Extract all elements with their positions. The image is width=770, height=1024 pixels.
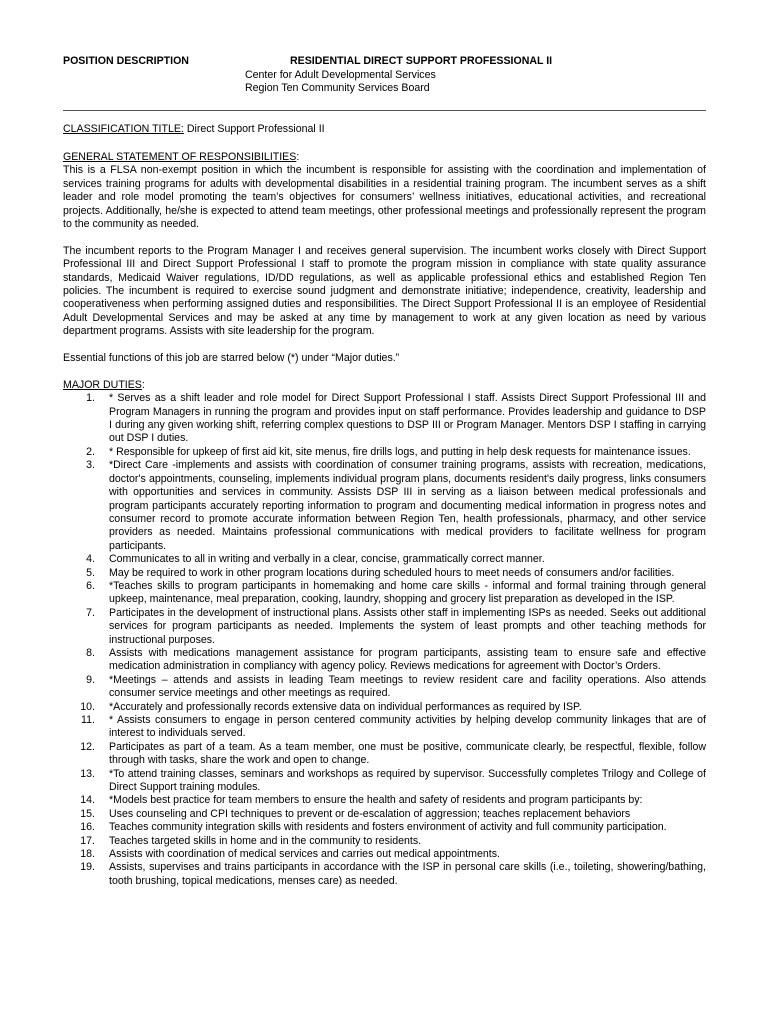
- duty-text: *Direct Care -implements and assists with coordination of consumer training programs, assists with recreation, medications, doctor's appointments, counseling, implements individual program plans, documents resident's daily progress, links consumers with opportunities and services in community. Assists DSP III in serving as a liaison between medical professionals and program participants accurately reporting information to program and documenting medical information in progress notes and consumer record to promote accurate information between Region Ten, health professionals, pharmacy, and other service providers as needed. Maintains professional communications with medical providers to facilitate wellness for program participants.: [109, 459, 706, 552]
- duty-text: * Assists consumers to engage in person centered community activities by helping develop community linkages that are of interest to individuals served.: [109, 714, 706, 740]
- duty-number: 6.: [86, 579, 95, 592]
- duty-item: [63, 768, 706, 795]
- classification-label: CLASSIFICATION TITLE:: [63, 123, 184, 135]
- essential-functions-note: Essential functions of this job are starred below (*) under “Major duties.”: [63, 352, 400, 365]
- duty-number: 16.: [80, 821, 95, 834]
- duty-text: *To attend training classes, seminars and workshops as required by supervisor. Successfully completes Trilogy and College of Direct Support training modules.: [109, 767, 706, 794]
- duty-item: [63, 848, 706, 861]
- document-page: [63, 55, 706, 887]
- document-header: [63, 55, 706, 101]
- duty-number: 9.: [86, 673, 95, 686]
- department-name: Center for Adult Developmental Services: [245, 68, 436, 81]
- duty-number: 19.: [80, 861, 95, 874]
- duty-number: 11.: [81, 714, 95, 727]
- duty-item: [63, 567, 706, 580]
- major-duties-list: [63, 392, 706, 888]
- duty-number: 4.: [86, 553, 95, 566]
- duty-text: Participates as part of a team. As a team member, one must be positive, communicate clearly, be respectful, flexible, follow through with tasks, share the work and open to change.: [109, 740, 706, 767]
- document-title: RESIDENTIAL DIRECT SUPPORT PROFESSIONAL II: [290, 55, 553, 67]
- duty-text: *Teaches skills to program participants in homemaking and home care skills - informal and formal training through general upkeep, maintenance, meal preparation, cooking, laundry, shopping and grocery list preparation as developed in the ISP.: [109, 579, 706, 606]
- major-duties-heading-text: MAJOR DUTIES: [63, 378, 142, 391]
- duty-number: 3.: [86, 459, 95, 472]
- duty-item: [63, 446, 706, 459]
- duty-number: 17.: [80, 834, 95, 847]
- duty-number: 8.: [86, 646, 95, 659]
- duty-text: Assists with medications management assistance for program participants, assisting team to ensure safe and effective medication administration in compliancy with agency policy. Reviews medications for agreement with Doctor’s Orders.: [109, 646, 706, 673]
- duty-item: [63, 580, 706, 607]
- duty-item: [63, 861, 706, 888]
- duty-item: [63, 607, 706, 647]
- general-paragraph-1: This is a FLSA non-exempt position in which the incumbent is responsible for assisting with the coordination and implementation of services training programs for adults with developmental disabilities in a residential training program. The incumbent serves as a shift leader and role model promoting the team’s objectives for consumers’ wellness initiatives, educational activities, and recreational projects. Additionally, he/she is expected to attend team meetings, other professional meetings and professionally represent the program to the community as needed.: [63, 164, 706, 231]
- document-body: [63, 151, 706, 888]
- duty-item: [63, 392, 706, 446]
- duty-text: * Serves as a shift leader and role model for Direct Support Professional I staff. Assists Direct Support Professional III and Program Managers in running the program and provides input on staff performance. Provides leadership and guidance to DSP I during any given working shift, referring complex questions to DSP III or Program Manager. Mentors DSP I staffing in carrying out DSP I duties.: [109, 392, 706, 445]
- duty-text: *Meetings – attends and assists in leading Team meetings to review resident care and facility operations. Also attends consumer service meetings and other meetings as required.: [109, 673, 706, 700]
- duty-item: [63, 701, 706, 714]
- duty-text: Assists with coordination of medical services and carries out medical appointments.: [109, 848, 500, 861]
- duty-item: [63, 808, 706, 821]
- duty-item: [63, 821, 706, 834]
- duty-text: Communicates to all in writing and verbally in a clear, concise, grammatically correct manner.: [109, 553, 545, 566]
- duty-text: Participates in the development of instructional plans. Assists other staff in implementing ISPs as needed. Seeks out additional services for program participants as needed. Implements the system of least prompts and other teaching methods for instructional purposes.: [109, 606, 706, 646]
- duty-text: May be required to work in other program locations during scheduled hours to meet needs of consumers and/or facilities.: [109, 566, 675, 579]
- position-description-label: POSITION DESCRIPTION: [63, 55, 189, 67]
- duty-item: [63, 835, 706, 848]
- duty-item: [63, 553, 706, 566]
- duty-number: 1.: [86, 392, 95, 405]
- major-duties-colon: :: [141, 378, 145, 391]
- duty-text: *Models best practice for team members to ensure the health and safety of residents and program participants by:: [109, 794, 643, 807]
- duty-item: [63, 794, 706, 807]
- duty-number: 2.: [86, 445, 95, 458]
- duty-number: 12.: [80, 740, 95, 753]
- major-duties-heading: [63, 379, 706, 392]
- general-paragraph-2: The incumbent reports to the Program Manager I and receives general supervision. The incumbent works closely with Direct Support Professional III and Direct Support Professional I staff to promote the program mission in compliance with state quality assurance standards, Medicaid Waiver regulations, ID/DD regulations, as well as applicable professional ethics and established Region Ten policies. The incumbent is required to exercise sound judgment and demonstrate initiative; independence, creativity, leadership and cooperativeness when performing assigned duties and responsibilities. The Direct Support Professional II is an employee of Residential Adult Developmental Services and may be asked at any time by management to work at any given location as need by various department programs. Assists with site leadership for the program.: [63, 244, 706, 338]
- duty-text: * Responsible for upkeep of first aid kit, site menus, fire drills logs, and putting in help desk requests for maintenance issues.: [109, 445, 691, 458]
- duty-text: Uses counseling and CPI techniques to prevent or de-escalation of aggression; teaches replacement behaviors: [109, 807, 631, 820]
- classification-title: [63, 123, 325, 136]
- duty-item: [63, 741, 706, 768]
- duty-number: 14.: [80, 794, 95, 807]
- duty-text: *Accurately and professionally records extensive data on individual performances as required by ISP.: [109, 700, 582, 713]
- organization-name: Region Ten Community Services Board: [245, 82, 430, 94]
- duty-number: 7.: [86, 606, 95, 619]
- duty-number: 13.: [80, 767, 95, 780]
- classification-value: Direct Support Professional II: [183, 123, 325, 135]
- duty-text: Assists, supervises and trains participants in accordance with the ISP in personal care skills (i.e., toileting, showering/bathing, tooth brushing, topical medications, menses care) as needed.: [109, 861, 706, 887]
- general-statement-colon: :: [296, 151, 300, 163]
- duty-item: [63, 714, 706, 741]
- duty-item: [63, 674, 706, 701]
- duty-number: 5.: [86, 566, 95, 579]
- duty-number: 15.: [80, 807, 95, 820]
- general-statement-heading-text: GENERAL STATEMENT OF RESPONSIBILITIES: [63, 151, 297, 163]
- duty-number: 18.: [80, 848, 95, 861]
- general-statement-heading: [63, 151, 706, 164]
- header-divider: [63, 110, 706, 111]
- duty-item: [63, 647, 706, 674]
- duty-number: 10.: [80, 700, 95, 713]
- duty-text: Teaches targeted skills in home and in the community to residents.: [109, 834, 422, 847]
- duty-text: Teaches community integration skills with residents and fosters environment of activity and full community participation.: [109, 821, 667, 834]
- duty-item: [63, 459, 706, 553]
